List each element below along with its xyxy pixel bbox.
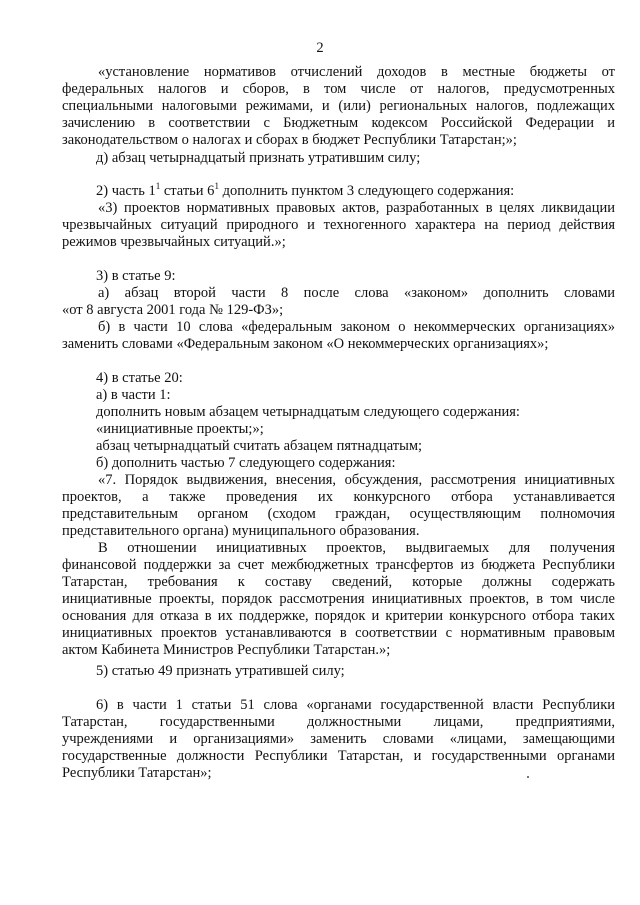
item6-line-5: Республики Татарстан»; xyxy=(62,765,212,781)
item3-header: 3) в статье 9: xyxy=(96,268,176,284)
item2-line-2: чрезвычайных ситуаций природного и техногенного характера на период действия xyxy=(62,217,615,233)
item4-line-12: финансовой поддержки за счет межбюджетных трансфертов из бюджета Республики xyxy=(62,557,615,573)
item4-line-4: «инициативные проекты;»; xyxy=(96,421,264,437)
para1-line-4: зачислению в соответствии с Бюджетным кодексом Российской Федерации и xyxy=(62,115,615,131)
item3-line-3: б) в части 10 слова «федеральным законом о некоммерческих организациях» xyxy=(98,319,615,335)
item2-text-b: статьи 6 xyxy=(160,183,215,199)
item2-line-1: «3) проектов нормативных правовых актов, разработанных в целях ликвидации xyxy=(98,200,615,216)
item6-line-2: Татарстан, государственными должностными лицами, предприятиями, xyxy=(62,714,615,730)
item4-line-10: представительного органа) муниципального образования. xyxy=(62,523,420,539)
item4-line-5: абзац четырнадцатый считать абзацем пятнадцатым; xyxy=(96,438,423,454)
item3-line-2: «от 8 августа 2001 года № 129-ФЗ»; xyxy=(62,302,284,318)
item4-line-11: В отношении инициативных проектов, выдвигаемых для получения xyxy=(98,540,615,556)
para1-line-5: законодательством о налогах и сборах в бюджет Республики Татарстан;»; xyxy=(62,132,517,148)
item2-header xyxy=(96,183,640,200)
scan-speck xyxy=(527,776,529,778)
item-d: д) абзац четырнадцатый признать утратившим силу; xyxy=(96,150,421,166)
item4-line-17: актом Кабинета Министров Республики Татарстан.»; xyxy=(62,642,391,658)
item2-text-c: дополнить пунктом 3 следующего содержания: xyxy=(218,183,515,199)
item2-sup-a: 1 xyxy=(155,181,161,191)
item6-line-3: учреждениями и организациями» заменить словами «лицами, замещающими xyxy=(62,731,615,747)
item4-line-7: «7. Порядок выдвижения, внесения, обсуждения, рассмотрения инициативных xyxy=(98,472,615,488)
item4-line-1: 4) в статье 20: xyxy=(96,370,183,386)
para1-line-3: специальными налоговыми режимами, и (или) региональных налогов, подлежащих xyxy=(62,98,615,114)
page-number: 2 xyxy=(316,40,324,56)
para1-line-1: «установление нормативов отчислений доходов в местные бюджеты от xyxy=(98,64,615,80)
item6-line-4: государственные должности Республики Татарстан, и государственными органами xyxy=(62,748,615,764)
item3-line-4: заменить словами «Федеральным законом «О некоммерческих организациях»; xyxy=(62,336,549,352)
item4-line-9: представительным органом (сходом граждан, осуществляющим полномочия xyxy=(62,506,615,522)
item5: 5) статью 49 признать утратившей силу; xyxy=(96,663,345,679)
item4-line-13: Татарстан, требования к составу сведений, которые должны содержать xyxy=(62,574,615,590)
item4-line-16: инициативных проектов устанавливаются в соответствии с нормативным правовым xyxy=(62,625,615,641)
item2-line-3: режимов чрезвычайных ситуаций.»; xyxy=(62,234,286,250)
item6-line-1: 6) в части 1 статьи 51 слова «органами государственной власти Республики xyxy=(96,697,615,713)
item2-sup-b: 1 xyxy=(214,181,219,191)
item4-line-2: а) в части 1: xyxy=(96,387,171,403)
item4-line-15: основания для отказа в их поддержке, порядок и критерии конкурсного отбора таких xyxy=(62,608,615,624)
item4-line-6: б) дополнить частью 7 следующего содержания: xyxy=(96,455,396,471)
item4-line-3: дополнить новым абзацем четырнадцатым следующего содержания: xyxy=(96,404,520,420)
item4-line-14: инициативные проекты, порядок рассмотрения инициативных проектов, в том числе xyxy=(62,591,615,607)
item3-line-1: а) абзац второй части 8 после слова «законом» дополнить словами xyxy=(98,285,615,301)
item2-text-a: 2) часть 1 xyxy=(96,183,156,199)
para1-line-2: федеральных налогов и сборов, в том числе от налогов, предусмотренных xyxy=(62,81,615,97)
item4-line-8: проектов, а также проведения их конкурсного отбора устанавливается xyxy=(62,489,615,505)
